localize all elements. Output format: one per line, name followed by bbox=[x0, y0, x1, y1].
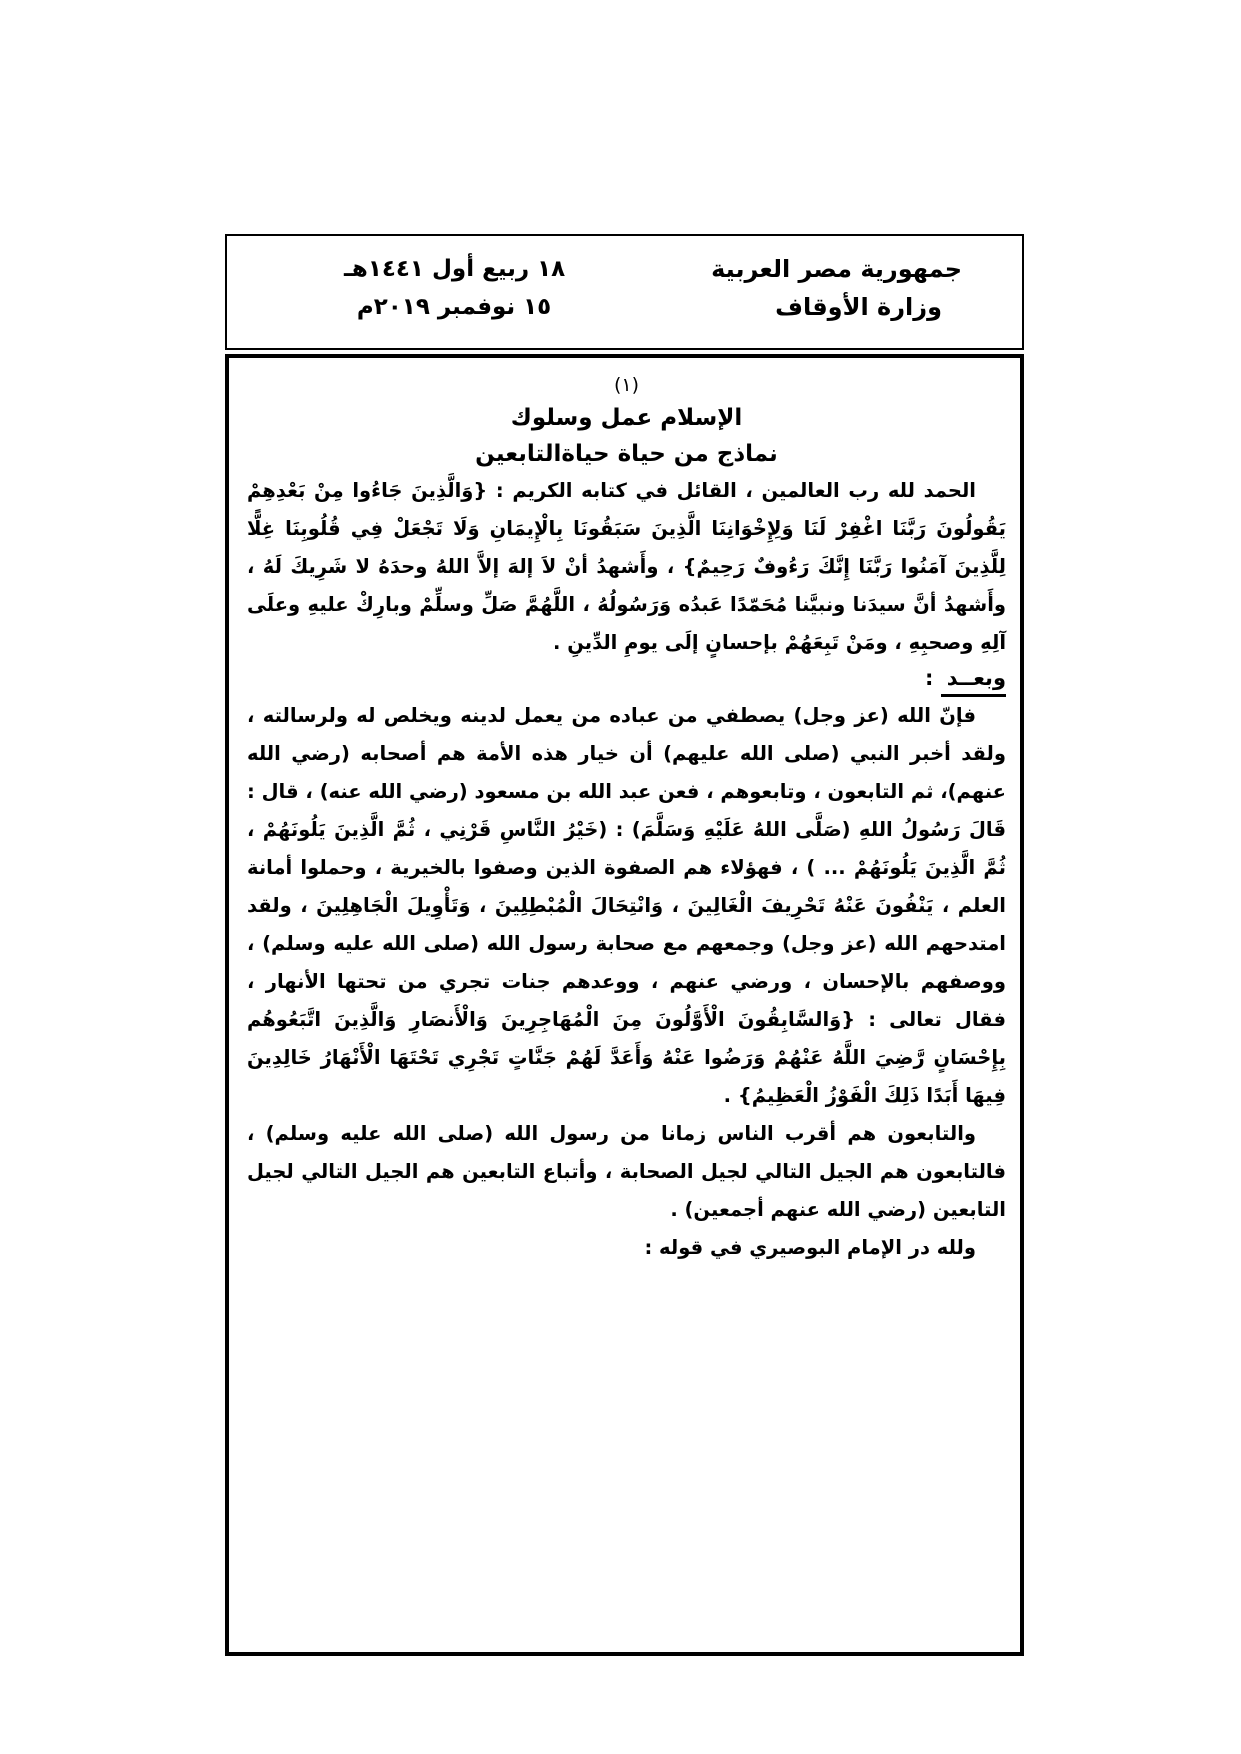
country-name: جمهورية مصر العربية bbox=[711, 255, 962, 283]
intro-paragraph: الحمد لله رب العالمين ، القائل في كتابه الكريم : {وَالَّذِينَ جَاءُوا مِنْ بَعْدِهِمْ يَقُولُونَ رَبَّنَا اغْفِرْ لَنَا وَلِإِخْوَانِنَا الَّذِينَ سَبَقُونَا بِالْإِيمَانِ وَلَا تَجْعَلْ فِي قُلُوبِنَا غِلًّا لِلَّذِينَ آمَنُوا رَبَّنَا إِنَّكَ رَءُوفٌ رَحِيمٌ} ، وأَشهدُ أنْ لاَ إلهَ إلاَّ اللهُ وحدَهُ لا شَرِيكَ لَهُ ، وأَشهدُ أنَّ سيدَنا ونبيَّنا مُحَمّدًا عَبدُه وَرَسُولُهُ ، اللَّهُمَّ صَلِّ وسلِّمْ وبارِكْ عليهِ وعلَى آلِهِ وصحبِهِ ، ومَنْ تَبِعَهُمْ بإحسانٍ إلَى يومِ الدِّينِ . bbox=[247, 479, 1006, 654]
sermon-title: الإسلام عمل وسلوك bbox=[510, 405, 743, 431]
wabaad-heading bbox=[247, 662, 1006, 697]
date-block bbox=[344, 250, 565, 326]
header-box bbox=[225, 234, 1024, 350]
section-number: (١) bbox=[613, 374, 640, 396]
sermon-body-box bbox=[225, 354, 1024, 1656]
gregorian-date: ١٥ نوفمبر ٢٠١٩م bbox=[356, 294, 552, 320]
sermon-content bbox=[247, 370, 1006, 1267]
paragraph-2: والتابعون هم أقرب الناس زمانا من رسول الله (صلى الله عليه وسلم) ، فالتابعون هم الجيل التالي لجيل الصحابة ، وأتباع التابعين هم الجيل التالي لجيل التابعين (رضي الله عنهم أجمعين) . bbox=[247, 1122, 1006, 1221]
issuer-block bbox=[711, 250, 962, 326]
paragraph-1: فإنّ الله (عز وجل) يصطفي من عباده من يعمل لدينه ويخلص له ولرسالته ، ولقد أخبر النبي (صلى الله عليهم) أن خيار هذه الأمة هم أصحابه (رضي الله عنهم)، ثم التابعون ، وتابعوهم ، فعن عبد الله بن مسعود (رضي الله عنه) ، قال : قَالَ رَسُولُ اللهِ (صَلَّى اللهُ عَلَيْهِ وَسَلَّمَ) : (خَيْرُ النَّاسِ قَرْنِي ، ثُمَّ الَّذِينَ يَلُونَهُمْ ، ثُمَّ الَّذِينَ يَلُونَهُمْ ... ) ، فهؤلاء هم الصفوة الذين وصفوا بالخيرية ، وحملوا أمانة العلم ، يَنْفُونَ عَنْهُ تَحْرِيفَ الْغَالِينَ ، وَانْتِحَالَ الْمُبْطِلِينَ ، وَتَأْوِيلَ الْجَاهِلِينَ ، ولقد امتدحهم الله (عز وجل) وجمعهم مع صحابة رسول الله (صلى الله عليه وسلم) ، ووصفهم بالإحسان ، ورضي عنهم ، ووعدهم جنات تجري من تحتها الأنهار ، فقال تعالى : {وَالسَّابِقُونَ الْأَوَّلُونَ مِنَ الْمُهَاجِرِينَ وَالْأَنصَارِ وَالَّذِينَ اتَّبَعُوهُم بِإِحْسَانٍ رَّضِيَ اللَّهُ عَنْهُمْ وَرَضُوا عَنْهُ وَأَعَدَّ لَهُمْ جَنَّاتٍ تَجْرِي تَحْتَهَا الْأَنْهَارُ خَالِدِينَ فِيهَا أَبَدًا ذَلِكَ الْفَوْزُ الْعَظِيمُ} . bbox=[247, 704, 1006, 1107]
wabaad-colon: : bbox=[925, 666, 934, 690]
ministry-name: وزارة الأوقاف bbox=[775, 293, 942, 321]
sermon-subtitle: نماذج من حياة حياةالتابعين bbox=[475, 441, 778, 467]
hijri-date: ١٨ ربيع أول ١٤٤١هـ bbox=[344, 256, 566, 282]
wabaad-word: وبعــد bbox=[941, 662, 1006, 697]
paragraph-3: ولله در الإمام البوصيري في قوله : bbox=[644, 1236, 976, 1259]
